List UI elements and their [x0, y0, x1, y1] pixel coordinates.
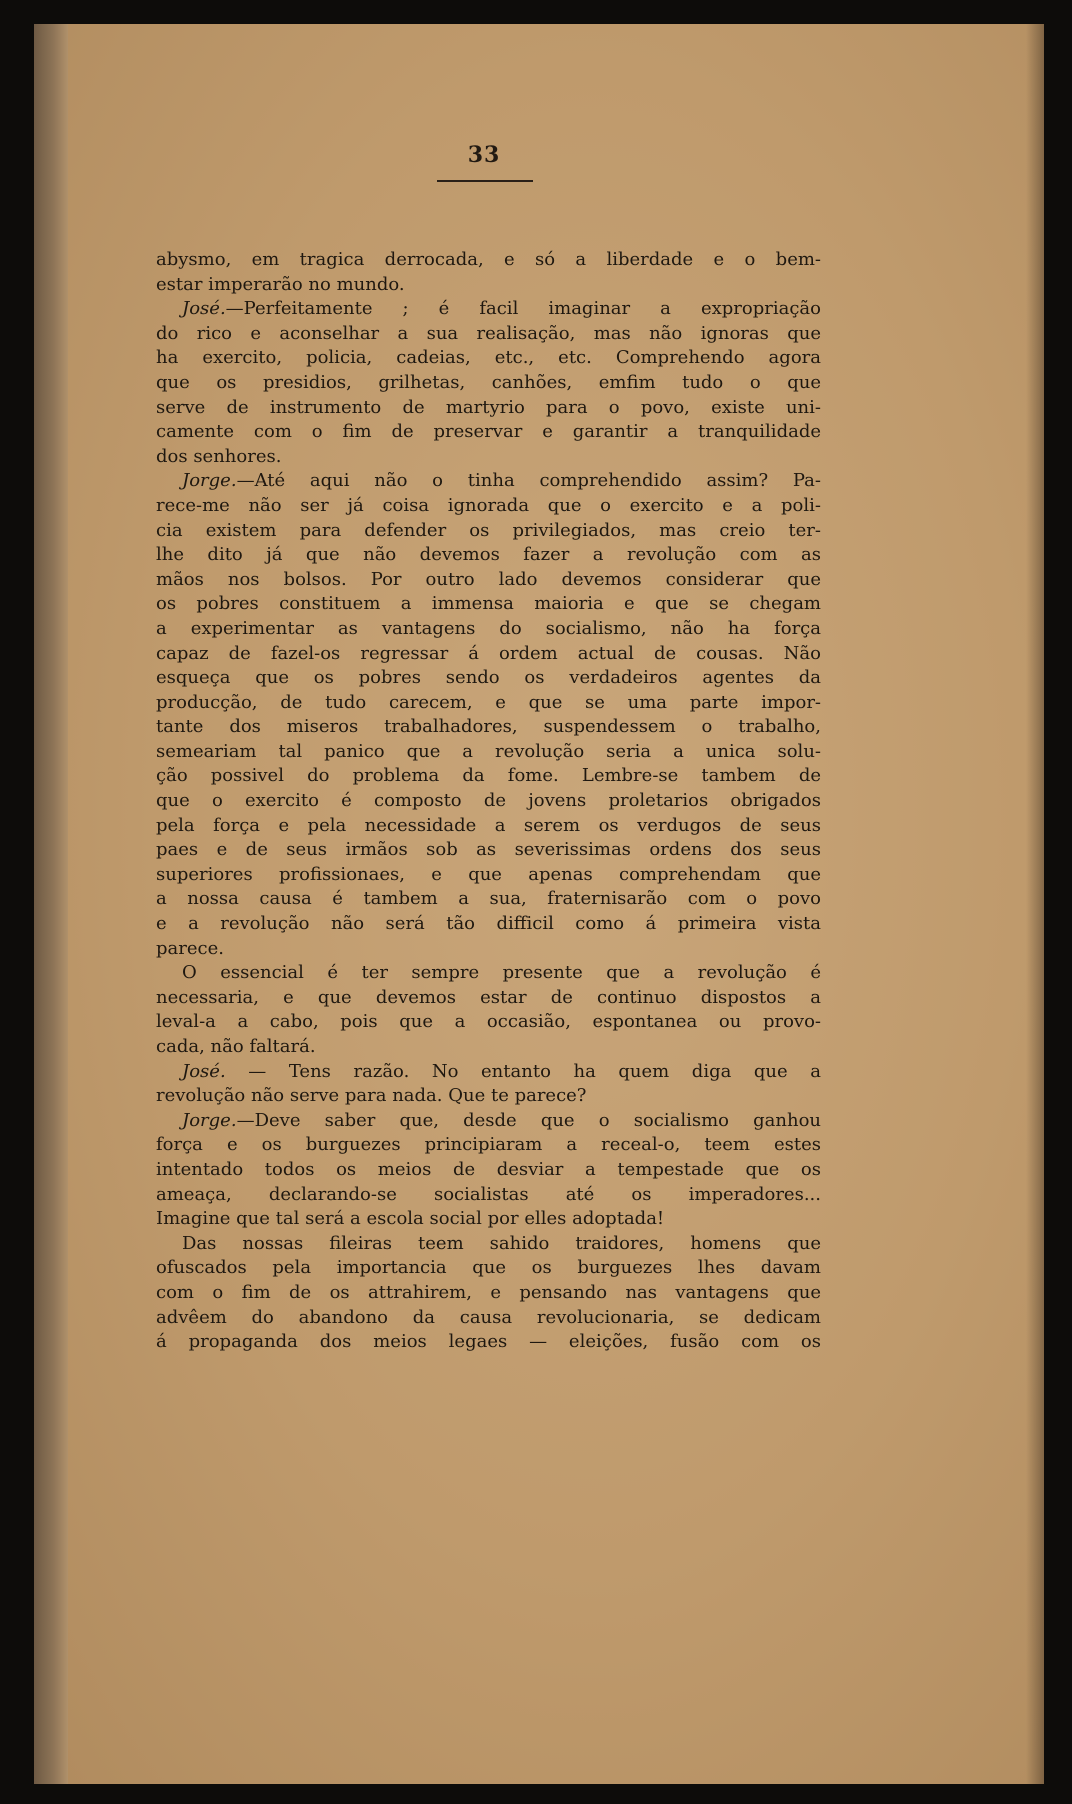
text-line [156, 617, 821, 642]
text-line [156, 420, 821, 445]
text-line [156, 887, 821, 912]
text-line [156, 838, 821, 863]
text-line [156, 1281, 821, 1306]
text-line [156, 445, 821, 470]
text-line [156, 764, 821, 789]
text-line [156, 1330, 821, 1355]
line-text: revolução não serve para nada. Que te parece? [156, 1085, 587, 1107]
line-text: mãos nos bolsos. Por outro lado devemos considerar que [156, 568, 821, 590]
line-text: serve de instrumento de martyrio para o povo, existe uni- [156, 396, 821, 418]
text-line [156, 642, 821, 667]
line-text: cia existem para defender os privilegiados, mas creio ter- [156, 519, 821, 541]
line-text: do rico e aconselhar a sua realisação, mas não ignoras que [156, 322, 821, 344]
line-text: —Deve saber que, desde que o socialismo ganhou [236, 1109, 821, 1131]
line-text: que os presidios, grilhetas, canhões, emfim tudo o que [156, 371, 821, 393]
line-text: advêem do abandono da causa revolucionaria, se dedicam [156, 1306, 821, 1328]
line-text: com o fim de os attrahirem, e pensando nas vantagens que [156, 1281, 821, 1303]
text-line [156, 937, 821, 962]
line-text: —Até aqui não o tinha comprehendido assim? Pa- [236, 470, 821, 492]
text-line [156, 1133, 821, 1158]
text-line [156, 568, 821, 593]
text-line [156, 1158, 821, 1183]
line-text: Das nossas fileiras teem sahido traidores, homens que [182, 1232, 821, 1254]
text-line [156, 248, 821, 273]
text-line [156, 666, 821, 691]
speaker-name: Jorge. [182, 470, 237, 492]
line-text: esqueça que os pobres sendo os verdadeiros agentes da [156, 667, 821, 689]
text-line [156, 297, 821, 322]
page-gutter [34, 24, 68, 1784]
text-line [156, 863, 821, 888]
line-text: rece-me não ser já coisa ignorada que o exercito e a poli- [156, 494, 821, 516]
speaker-name: Jorge. [182, 1109, 237, 1131]
line-text: dos senhores. [156, 445, 282, 467]
text-line [156, 543, 821, 568]
line-text: lhe dito já que não devemos fazer a revolução com as [156, 544, 821, 566]
line-text: semeariam tal panico que a revolução seria a unica solu- [156, 740, 821, 762]
text-line [156, 1232, 821, 1257]
line-text: capaz de fazel-os regressar á ordem actual de cousas. Não [156, 642, 821, 664]
line-text: ção possivel do problema da fome. Lembre-se tambem de [156, 765, 821, 787]
speaker-name: José. [182, 298, 226, 320]
text-line [156, 1306, 821, 1331]
speaker-name: José. [182, 1060, 226, 1082]
line-text: pela força e pela necessidade a serem os verdugos de seus [156, 814, 821, 836]
line-text: — Tens razão. No entanto ha quem diga que a [225, 1060, 821, 1082]
line-text: estar imperarão no mundo. [156, 273, 405, 295]
text-line [156, 1207, 821, 1232]
text-line [156, 715, 821, 740]
line-text: a experimentar as vantagens do socialismo, não ha força [156, 617, 821, 639]
line-text: paes e de seus irmãos sob as severissimas ordens dos seus [156, 839, 821, 861]
line-text: força e os burguezes principiaram a receal-o, teem estes [156, 1134, 821, 1156]
text-line [156, 1256, 821, 1281]
text-line [156, 322, 821, 347]
text-line [156, 1060, 821, 1085]
line-text: O essencial é ter sempre presente que a revolução é [182, 962, 821, 984]
line-text: á propaganda dos meios legaes — eleições, fusão com os [156, 1331, 821, 1353]
line-text: intentado todos os meios de desviar a tempestade que os [156, 1158, 821, 1180]
header-rule [437, 180, 533, 182]
text-line [156, 912, 821, 937]
text-line [156, 1035, 821, 1060]
line-text: que o exercito é composto de jovens proletarios obrigados [156, 790, 821, 812]
body-text [156, 248, 821, 1355]
line-text: superiores profissionaes, e que apenas comprehendam que [156, 863, 821, 885]
page-edge-shadow [1026, 24, 1044, 1784]
text-line [156, 961, 821, 986]
text-line [156, 494, 821, 519]
text-line [156, 469, 821, 494]
text-line [156, 273, 821, 298]
line-text: ofuscados pela importancia que os burguezes lhes davam [156, 1257, 821, 1279]
line-text: os pobres constituem a immensa maioria e que se chegam [156, 593, 821, 615]
line-text: Imagine que tal será a escola social por elles adoptada! [156, 1208, 665, 1230]
line-text: camente com o fim de preservar e garantir a tranquilidade [156, 421, 821, 443]
text-line [156, 519, 821, 544]
text-line [156, 592, 821, 617]
line-text: ha exercito, policia, cadeias, etc., etc. Comprehendo agora [156, 347, 821, 369]
line-text: tante dos miseros trabalhadores, suspendessem o trabalho, [156, 716, 821, 738]
line-text: producção, de tudo carecem, e que se uma parte impor- [156, 691, 821, 713]
text-line [156, 1010, 821, 1035]
text-line [156, 986, 821, 1011]
text-line [156, 1183, 821, 1208]
text-line [156, 1084, 821, 1109]
line-text: a nossa causa é tambem a sua, fraternisarão com o povo [156, 888, 821, 910]
text-line [156, 740, 821, 765]
text-line [156, 814, 821, 839]
line-text: cada, não faltará. [156, 1036, 316, 1057]
text-line [156, 396, 821, 421]
line-text: parece. [156, 937, 224, 959]
line-text: ameaça, declarando-se socialistas até os imperadores... [156, 1183, 821, 1205]
text-line [156, 789, 821, 814]
line-text: necessaria, e que devemos estar de continuo dispostos a [156, 986, 821, 1008]
line-text: —Perfeitamente ; é facil imaginar a expropriação [225, 298, 821, 320]
line-text: e a revolução não será tão difficil como á primeira vista [156, 913, 821, 935]
line-text: abysmo, em tragica derrocada, e só a liberdade e o bem- [156, 249, 821, 270]
text-line [156, 1109, 821, 1134]
text-line [156, 346, 821, 371]
text-line [156, 691, 821, 716]
text-line [156, 371, 821, 396]
page-number: 33 [467, 142, 501, 168]
line-text: leval-a a cabo, pois que a occasião, espontanea ou provo- [156, 1011, 821, 1033]
